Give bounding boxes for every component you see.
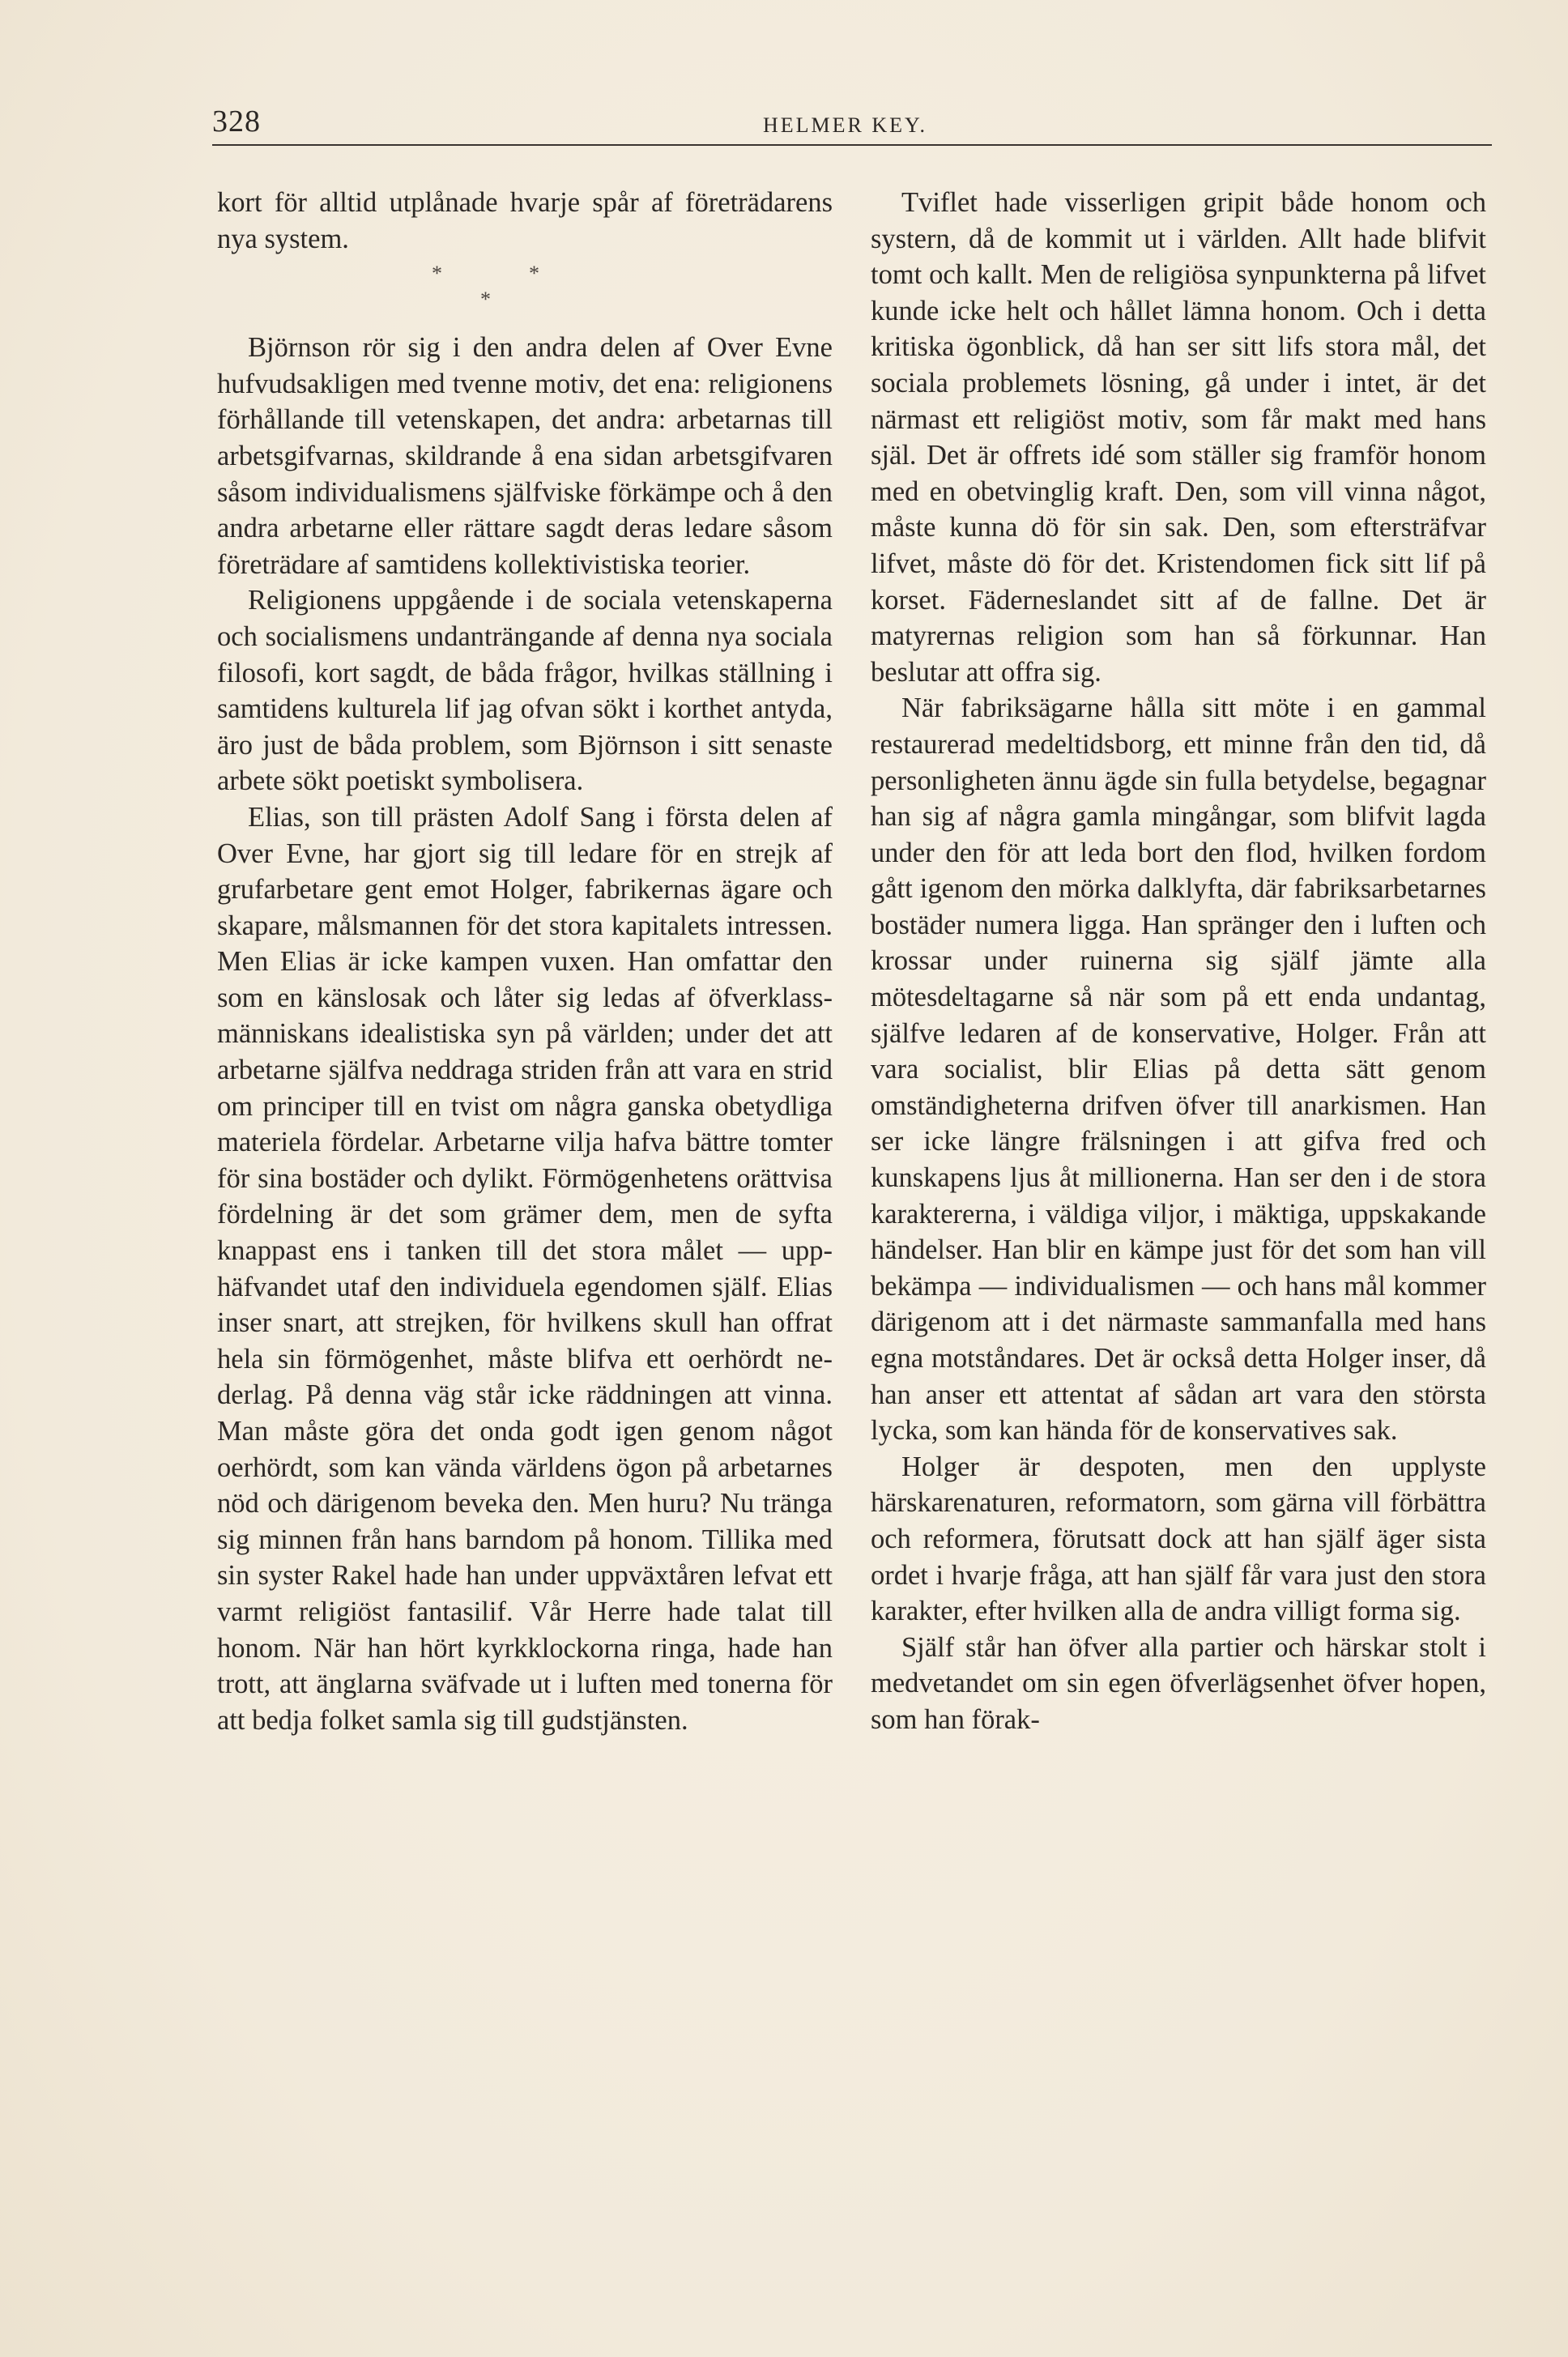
left-column (217, 185, 833, 1738)
paragraph: Religionens uppgående i de sociala vetenskaperna och socialismens undanträngande af denna nya sociala filosofi, kort sagdt, de båda frågor, hvilkas ställning i samtidens kulturela lif jag ofvan sökt i korthet antyda, äro just de båda problem, som Björnson i sitt senaste arbete sökt poetiskt symbolisera. (217, 585, 833, 797)
running-title: HELMER KEY. (763, 113, 927, 137)
asterisk-glyph: * (480, 288, 491, 312)
header-rule (212, 144, 1492, 146)
right-column (871, 185, 1486, 1738)
paragraph: Björnson rör sig i den andra delen af Over Evne hufvudsakligen med tvenne motiv, det ena: religionens förhållande till vetenskapen, det andra: arbetarnas till arbetsgifvarnas, skildrande å ena sidan arbetsgifvaren såsom individualismens själfviske förkämpe och å den andra arbetarne eller rättare sagdt deras ledare såsom företrädare af samtidens kollektivistiska teorier. (217, 332, 833, 580)
page-number: 328 (212, 104, 261, 139)
paragraph: kort för alltid utplånade hvarje spår af företrädarens nya system. (217, 187, 833, 254)
paragraph: Själf står han öfver alla partier och härskar stolt i medvetandet om sin egen öfverlägsenhet öfver hopen, som han förak- (871, 1631, 1486, 1735)
paragraph: Tviflet hade visserligen gripit både honom och systern, då de kommit ut i världen. Allt hade blifvit tomt och kallt. Men de religiösa synpunkterna på lifvet kunde icke helt och hållet lämna honom. Och i detta kritiska ögonblick, då han ser sitt lifs stora mål, det sociala problemets lösning, gå under i intet, är det närmast ett religiöst motiv, som får makt med hans själ. Det är offrets idé som ställer sig framför honom med en obetvinglig kraft. Den, som vill vinna något, måste kunna dö för sin sak. Den, som eftersträfvar lifvet, måste dö för det. Kristendomen fick sitt lif på korset. Fäderneslandet sitt af de fallne. Det är matyrernas religion som han så förkunnar. Han beslutar att offra sig. (871, 187, 1486, 688)
asterisk-glyph: * (529, 262, 539, 286)
running-head (212, 97, 1492, 146)
asterisk-glyph: * (432, 262, 442, 286)
paragraph: Holger är despoten, men den upplyste härskarenaturen, reformatorn, som gärna vill förbättra och reformera, förutsatt dock att han själf äger sista ordet i hvarje fråga, att han själf får vara just den stora karakter, efter hvilken alla de andra villigt forma sig. (871, 1451, 1486, 1627)
asterism-divider (217, 257, 833, 330)
paragraph: Elias, son till prästen Adolf Sang i första delen af Over Evne, har gjort sig till ledare för en strejk af grufarbetare gent emot Holger, fabrikernas ägare och skapare, målsmannen för det stora kapitalets intressen. Men Elias är icke kampen vuxen. Han omfattar den som en känslosak och låter sig ledas af öfverklassmänniskans idealistiska syn på världen; under det att arbetarne själfva neddraga striden från att vara en strid om principer till en tvist om några ganska obetydliga materiela fördelar. Arbetarne vilja hafva bättre tomter för sina bostäder och dylikt. Förmögenhetens orättvisa fördelning är det som grämer dem, men de syfta knappast ens i tanken till det stora målet — upphäfvandet utaf den individuela egendomen själf. Elias inser snart, att strejken, för hvilkens skull han offrat hela sin förmögenhet, måste blifva ett oerhördt nederlag. På denna väg står icke räddningen att vinna. Man måste göra det onda godt igen genom något oerhördt, som kan vända världens ögon på arbetarnes nöd och därigenom beveka den. Men huru? Nu tränga sig minnen från hans barndom på honom. Tillika med sin syster Rakel hade han under uppväxtåren lefvat ett varmt religiöst fantasilif. Vår Herre hade talat till honom. När han hört kyrkklockorna ringa, hade han trott, att änglarna sväfvade ut i luften med tonerna för att bedja folket samla sig till gudstjänsten. (217, 801, 833, 1736)
paragraph: När fabriksägarne hålla sitt möte i en gammal restaurerad medeltidsborg, ett minne från den tid, då personligheten ännu ägde sin fulla betydelse, begagnar han sig af några gamla mingångar, som blifvit lagda under den för att leda bort den flod, hvilken fordom gått igenom den mörka dalklyfta, där fabriksarbetarnes bostäder numera ligga. Han spränger den i luften och krossar under ruinerna sig själf jämte alla mötesdeltagarne så när som på ett enda undantag, själfve ledaren af de konservative, Holger. Från att vara socialist, blir Elias på detta sätt genom omständigheterna drifven öfver till anarkismen. Han ser icke längre frälsningen i att gifva fred och kunskapens ljus åt millionerna. Han ser den i de stora karaktererna, i väldiga viljor, i mäktiga, uppskakande händelser. Han blir en kämpe just för det som han vill bekämpa — individualismen — och hans mål kommer därigenom att i det närmaste sammanfalla med hans egna motståndares. Det är också detta Holger inser, då han anser ett attentat af sådan art vara den största lycka, som kan hända för de konservatives sak. (871, 693, 1486, 1447)
